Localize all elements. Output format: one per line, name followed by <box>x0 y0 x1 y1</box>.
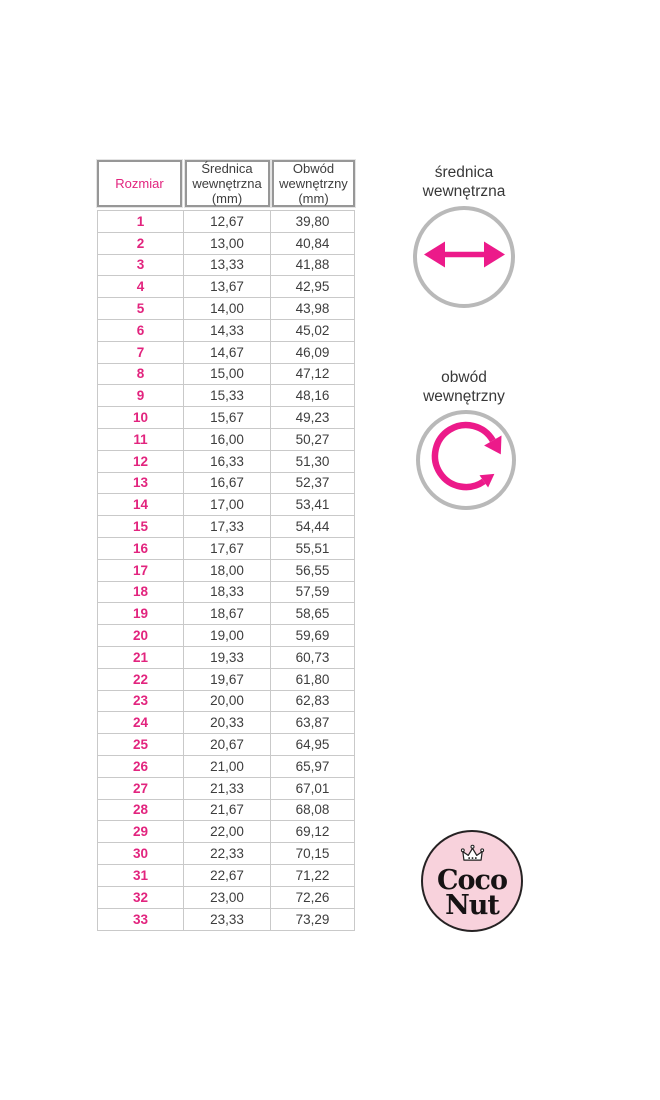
header-circumference: Obwód wewnętrzny (mm) <box>272 160 355 207</box>
table-row <box>98 691 354 713</box>
circumference-cell: 71,22 <box>295 867 330 883</box>
diameter-cell: 15,33 <box>184 385 271 406</box>
size-cell: 18 <box>98 582 184 603</box>
size-cell: 3 <box>98 255 184 276</box>
circumference-cell: 60,73 <box>295 649 330 665</box>
size-cell: 33 <box>98 909 184 931</box>
table-row <box>98 887 354 909</box>
diameter-cell: 14,33 <box>184 320 271 341</box>
table-row <box>98 669 354 691</box>
size-cell: 25 <box>98 734 184 755</box>
circumference-cell: 53,41 <box>295 497 330 513</box>
size-cell: 10 <box>98 407 184 428</box>
table-row <box>98 778 354 800</box>
size-cell: 28 <box>98 800 184 821</box>
size-cell: 19 <box>98 603 184 624</box>
circumference-cell: 56,55 <box>295 562 330 578</box>
size-cell: 5 <box>98 298 184 319</box>
diameter-cell: 22,33 <box>184 843 271 864</box>
diameter-cell: 22,00 <box>184 821 271 842</box>
size-cell: 1 <box>98 211 184 232</box>
circumference-cell: 43,98 <box>295 301 330 317</box>
diameter-ring <box>413 206 515 308</box>
diameter-cell: 17,67 <box>184 538 271 559</box>
diameter-cell: 19,67 <box>184 669 271 690</box>
size-cell: 2 <box>98 233 184 254</box>
header-size: Rozmiar <box>97 160 182 207</box>
size-cell: 7 <box>98 342 184 363</box>
diameter-cell: 19,33 <box>184 647 271 668</box>
diameter-cell: 16,33 <box>184 451 271 472</box>
circular-arrow-icon <box>421 412 512 508</box>
diameter-label: średnica wewnętrzna <box>422 164 506 201</box>
table-row <box>98 276 354 298</box>
table-row <box>98 429 354 451</box>
table-row <box>98 712 354 734</box>
circumference-cell: 63,87 <box>295 715 330 731</box>
size-cell: 31 <box>98 865 184 886</box>
table-row <box>98 603 354 625</box>
diameter-cell: 20,00 <box>184 691 271 712</box>
size-cell: 6 <box>98 320 184 341</box>
circumference-cell: 48,16 <box>295 388 330 404</box>
ring-size-table <box>97 160 355 931</box>
circumference-cell: 49,23 <box>295 410 330 426</box>
table-row <box>98 320 354 342</box>
size-cell: 4 <box>98 276 184 297</box>
circumference-cell: 62,83 <box>295 693 330 709</box>
diameter-cell: 22,67 <box>184 865 271 886</box>
diameter-cell: 21,00 <box>184 756 271 777</box>
diameter-cell: 14,67 <box>184 342 271 363</box>
diameter-cell: 16,00 <box>184 429 271 450</box>
diameter-cell: 20,67 <box>184 734 271 755</box>
circumference-cell: 73,29 <box>295 911 330 927</box>
circumference-cell: 64,95 <box>295 737 330 753</box>
table-row <box>98 560 354 582</box>
diameter-cell: 19,00 <box>184 625 271 646</box>
table-row <box>98 494 354 516</box>
size-cell: 24 <box>98 712 184 733</box>
table-row <box>98 473 354 495</box>
circumference-cell: 67,01 <box>295 780 330 796</box>
circumference-cell: 55,51 <box>295 540 330 556</box>
diameter-cell: 21,33 <box>184 778 271 799</box>
circumference-cell: 69,12 <box>295 824 330 840</box>
diameter-cell: 18,33 <box>184 582 271 603</box>
table-row <box>98 756 354 778</box>
diameter-cell: 18,00 <box>184 560 271 581</box>
circumference-cell: 72,26 <box>295 889 330 905</box>
diameter-cell: 13,00 <box>184 233 271 254</box>
table-row <box>98 516 354 538</box>
logo-text-line1: Coco <box>437 864 507 896</box>
table-row <box>98 625 354 647</box>
size-cell: 21 <box>98 647 184 668</box>
circumference-cell: 39,80 <box>295 213 330 229</box>
table-row <box>98 298 354 320</box>
size-cell: 26 <box>98 756 184 777</box>
table-row <box>98 211 354 233</box>
table-row <box>98 255 354 277</box>
circumference-cell: 47,12 <box>295 366 330 382</box>
size-cell: 29 <box>98 821 184 842</box>
circumference-cell: 54,44 <box>295 519 330 535</box>
circumference-cell: 61,80 <box>295 671 330 687</box>
circumference-cell: 45,02 <box>295 322 330 338</box>
table-row <box>98 582 354 604</box>
size-cell: 16 <box>98 538 184 559</box>
circumference-cell: 52,37 <box>295 475 330 491</box>
table-header-row <box>97 160 355 207</box>
diameter-cell: 12,67 <box>184 211 271 232</box>
size-cell: 20 <box>98 625 184 646</box>
table-row <box>98 843 354 865</box>
table-row <box>98 821 354 843</box>
table-row <box>98 342 354 364</box>
table-row <box>98 407 354 429</box>
diameter-cell: 17,33 <box>184 516 271 537</box>
diameter-cell: 20,33 <box>184 712 271 733</box>
circumference-ring <box>416 410 516 510</box>
diameter-cell: 14,00 <box>184 298 271 319</box>
logo-text-line2: Nut <box>445 890 499 921</box>
size-cell: 15 <box>98 516 184 537</box>
circumference-cell: 59,69 <box>295 628 330 644</box>
table-row <box>98 538 354 560</box>
size-cell: 22 <box>98 669 184 690</box>
size-cell: 17 <box>98 560 184 581</box>
diameter-cell: 15,00 <box>184 364 271 385</box>
circumference-cell: 51,30 <box>295 453 330 469</box>
size-cell: 14 <box>98 494 184 515</box>
circumference-cell: 50,27 <box>295 431 330 447</box>
diameter-cell: 23,33 <box>184 909 271 931</box>
diameter-cell: 17,00 <box>184 494 271 515</box>
circumference-cell: 58,65 <box>295 606 330 622</box>
table-row <box>98 451 354 473</box>
size-cell: 27 <box>98 778 184 799</box>
table-body <box>97 210 355 931</box>
size-cell: 32 <box>98 887 184 908</box>
size-cell: 12 <box>98 451 184 472</box>
size-cell: 23 <box>98 691 184 712</box>
circumference-cell: 46,09 <box>295 344 330 360</box>
diameter-cell: 13,67 <box>184 276 271 297</box>
size-cell: 9 <box>98 385 184 406</box>
table-row <box>98 909 354 931</box>
diameter-cell: 16,67 <box>184 473 271 494</box>
circumference-cell: 42,95 <box>295 279 330 295</box>
circumference-cell: 68,08 <box>295 802 330 818</box>
size-cell: 11 <box>98 429 184 450</box>
size-cell: 30 <box>98 843 184 864</box>
double-arrow-icon <box>418 208 511 306</box>
circumference-cell: 41,88 <box>295 257 330 273</box>
circumference-cell: 40,84 <box>295 235 330 251</box>
size-cell: 13 <box>98 473 184 494</box>
table-row <box>98 233 354 255</box>
table-row <box>98 800 354 822</box>
circumference-label: obwód wewnętrzny <box>423 369 505 406</box>
table-row <box>98 734 354 756</box>
diameter-cell: 15,67 <box>184 407 271 428</box>
circumference-cell: 65,97 <box>295 758 330 774</box>
table-row <box>98 364 354 386</box>
header-diameter: Średnica wewnętrzna (mm) <box>185 160 270 207</box>
coconut-logo <box>421 830 523 932</box>
size-cell: 8 <box>98 364 184 385</box>
diameter-cell: 21,67 <box>184 800 271 821</box>
diameter-cell: 18,67 <box>184 603 271 624</box>
table-row <box>98 647 354 669</box>
circumference-cell: 57,59 <box>295 584 330 600</box>
diameter-cell: 23,00 <box>184 887 271 908</box>
table-row <box>98 865 354 887</box>
table-row <box>98 385 354 407</box>
diameter-cell: 13,33 <box>184 255 271 276</box>
circumference-cell: 70,15 <box>295 846 330 861</box>
